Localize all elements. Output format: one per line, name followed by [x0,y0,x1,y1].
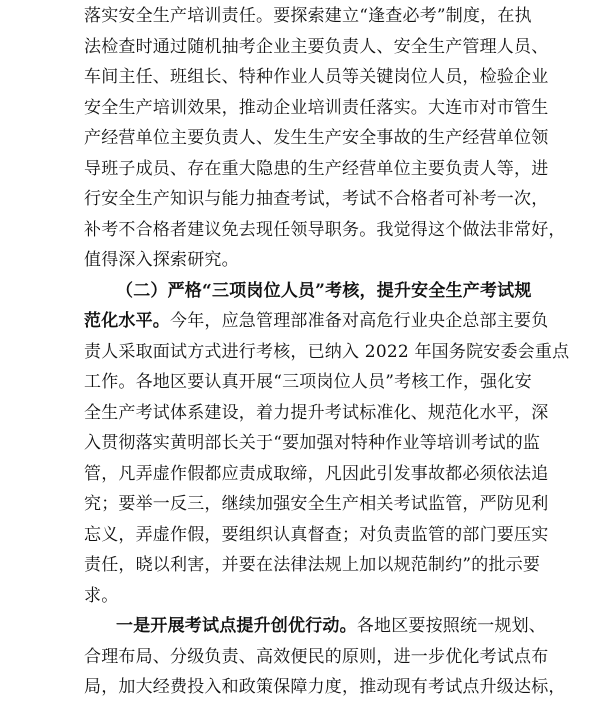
section-heading-tail: 范化水平。 [84,311,170,331]
item-heading: 一是开展考试点提升创优行动。 [116,616,357,636]
body-text-line: 入贯彻落实黄明部长关于“要加强对特种作业等培训考试的监 [84,433,541,453]
body-text-line: 管，凡弄虚作假都应责成取缔，凡因此引发事故都必须依法追 [84,463,549,484]
body-text-line: 法检查时通过随机抽考企业主要负责人、安全生产管理人员、 [84,36,549,57]
body-text-line: 落实安全生产培训责任。要探索建立“逢查必考”制度，在执 [84,6,532,26]
body-text-line: 行安全生产知识与能力抽查考试，考试不合格者可补考一次， [84,189,549,209]
body-text-line: 工作。各地区要认真开展“三项岗位人员”考核工作，强化安 [84,372,532,392]
body-text-line: 局，加大经费投入和政策保障力度，推动现有考试点升级达标， [84,677,566,697]
section-heading: （二）严格“三项岗位人员”考核，提升安全生产考试规 [116,280,532,301]
body-text-line: 全生产考试体系建设，着力提升考试标准化、规范化水平，深 [84,402,549,423]
item-heading-line [116,612,547,640]
body-text-span: 各地区要按照统一规划、 [356,616,547,636]
body-text-line: 责任，晓以利害，并要在法律法规上加以规范制约”的批示要 [84,555,541,575]
body-text-line: 导班子成员、存在重大隐患的生产经营单位主要负责人等，进 [84,158,549,179]
body-text-line: 值得深入探索研究。 [84,250,239,270]
body-text-line: 补考不合格者建议免去现任领导职务。我觉得这个做法非常好， [84,219,566,240]
body-text-line: 产经营单位主要负责人、发生生产安全事故的生产经营单位领 [84,128,549,148]
body-text-line: 忘义，弄虚作假，要组织认真督查；对负责监管的部门要压实 [84,524,549,545]
body-text-line: 车间主任、班组长、特种作业人员等关键岗位人员，检验企业 [84,67,549,87]
body-text-line: 求。 [84,585,119,606]
body-text-line: 责人采取面试方式进行考核，已纳入 2022 年国务院安委会重点 [84,341,570,362]
body-text-line: 安全生产培训效果，推动企业培训责任落实。大连市对市管生 [84,97,549,118]
section-heading-continuation [84,307,549,335]
body-text-line: 究；要举一反三，继续加强安全生产相关考试监管，严防见利 [84,494,549,514]
body-text-line: 合理布局、分级负责、高效便民的原则，进一步优化考试点布 [84,646,549,667]
body-text-span: 今年，应急管理部准备对高危行业央企总部主要负 [170,311,549,331]
